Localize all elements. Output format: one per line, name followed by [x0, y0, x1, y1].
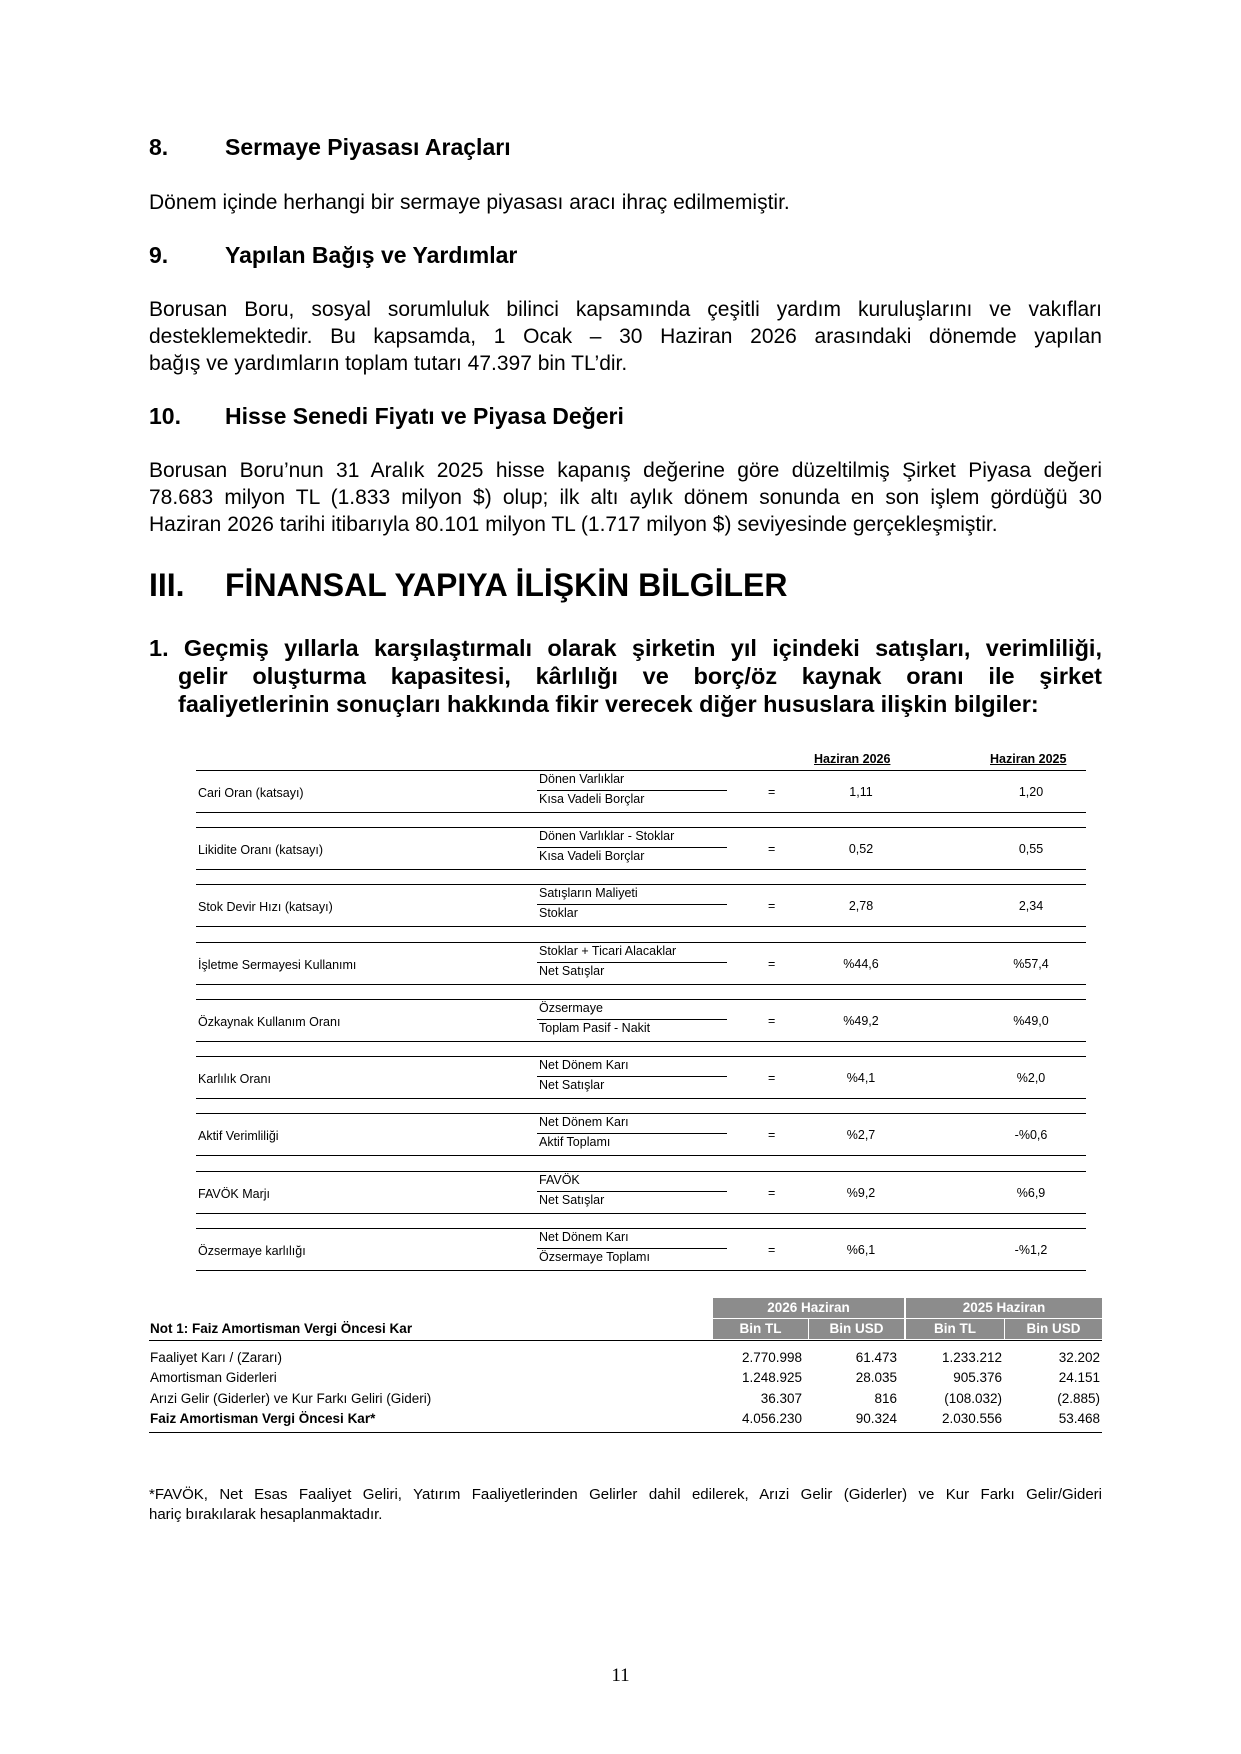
ratio-numerator: Özsermaye — [539, 1001, 603, 1015]
table-divider — [196, 999, 1086, 1000]
ratio-value-2025: %49,0 — [1013, 1014, 1049, 1028]
ratio-denominator: Aktif Toplamı — [539, 1135, 611, 1149]
section-9-heading — [149, 242, 517, 269]
sub-heading — [149, 634, 1102, 718]
ratio-name: İşletme Sermayesi Kullanımı — [198, 958, 357, 972]
ratio-name: FAVÖK Marjı — [198, 1187, 271, 1201]
table-divider — [196, 1056, 1086, 1057]
section-10-paragraph — [149, 457, 1102, 538]
table-total-row — [149, 1411, 1102, 1431]
ratio-name: Özkaynak Kullanım Oranı — [198, 1015, 341, 1029]
main-heading — [149, 567, 787, 604]
main-heading-number: III. — [149, 567, 185, 603]
ratio-value-2026: 2,78 — [848, 899, 874, 913]
ratio-value-2026: %49,2 — [843, 1014, 879, 1028]
table-divider — [196, 869, 1086, 870]
ratio-col-2025-header: Haziran 2025 — [990, 752, 1067, 766]
ratio-col-2026-header: Haziran 2026 — [814, 752, 891, 766]
ratio-row — [196, 1058, 1086, 1102]
ratio-row — [196, 829, 1086, 873]
ratio-value-2025: -%1,2 — [1014, 1243, 1048, 1257]
cell-usd-2025: (2.885) — [1057, 1391, 1100, 1406]
paragraph-line: Borusan Boru’nun 31 Aralık 2025 hisse kapanış değerine göre düzeltilmiş Şirket Piyasa değeri — [149, 459, 1102, 482]
equals-sign: = — [768, 842, 776, 856]
ratio-value-2026: %44,6 — [843, 957, 879, 971]
cell-tl-2026: 4.056.230 — [741, 1411, 802, 1426]
sub-heading-line: gelir oluşturma kapasitesi, kârlılığı ve borç/öz kaynak oranı ile şirket — [178, 663, 1102, 689]
ratio-name: Aktif Verimliliği — [198, 1129, 279, 1143]
ratio-denominator: Özsermaye Toplamı — [539, 1250, 650, 1264]
ratio-name: Likidite Oranı (katsayı) — [198, 843, 324, 857]
ratio-value-2025: %2,0 — [1016, 1071, 1046, 1085]
fraction-line — [537, 1191, 727, 1192]
row-label: Amortisman Giderleri — [150, 1370, 277, 1385]
paragraph-line: bağış ve yardımların toplam tutarı 47.397 bin TL’dir. — [149, 352, 628, 375]
cell-usd-2026: 816 — [874, 1391, 897, 1406]
fraction-line — [537, 847, 727, 848]
cell-tl-2025: (108.032) — [944, 1391, 1002, 1406]
cell-usd-2025: 24.151 — [1058, 1370, 1100, 1385]
footnote — [149, 1485, 1102, 1525]
ratio-denominator: Kısa Vadeli Borçlar — [539, 792, 645, 806]
row-label: Faiz Amortisman Vergi Öncesi Kar* — [150, 1411, 376, 1426]
ratio-denominator: Toplam Pasif - Nakit — [539, 1021, 651, 1035]
col-header-tl-2026: Bin TL — [713, 1319, 808, 1339]
cell-tl-2026: 36.307 — [760, 1391, 802, 1406]
section-8-title: Sermaye Piyasası Araçları — [225, 134, 511, 160]
table-divider — [196, 884, 1086, 885]
ratio-value-2025: %6,9 — [1016, 1186, 1046, 1200]
section-8-number: 8. — [149, 134, 169, 160]
ratio-numerator: Dönen Varlıklar — [539, 772, 625, 786]
cell-tl-2026: 2.770.998 — [741, 1350, 802, 1365]
ratio-row — [196, 886, 1086, 930]
ratio-name: Cari Oran (katsayı) — [198, 786, 304, 800]
paragraph-line: Haziran 2026 tarihi itibarıyla 80.101 milyon TL (1.717 milyon $) seviyesinde gerçekleşmiştir. — [149, 513, 998, 536]
fraction-line — [537, 1076, 727, 1077]
section-9-title: Yapılan Bağış ve Yardımlar — [225, 242, 518, 268]
ratio-numerator: Net Dönem Karı — [539, 1230, 629, 1244]
cell-usd-2025: 32.202 — [1058, 1350, 1100, 1365]
equals-sign: = — [768, 1186, 776, 1200]
ratio-denominator: Net Satışlar — [539, 1193, 605, 1207]
ratio-value-2025: 1,20 — [1018, 785, 1044, 799]
col-header-usd-2025: Bin USD — [1005, 1319, 1102, 1339]
footnote-line: *FAVÖK, Net Esas Faaliyet Geliri, Yatırım Faaliyetlerinden Gelirler dahil edilerek, Arızi Gelir (Giderler) ve Kur Farkı Gelir/Gideri — [149, 1486, 1102, 1503]
ratio-numerator: Dönen Varlıklar - Stoklar — [539, 829, 675, 843]
ratio-value-2026: %2,7 — [846, 1128, 876, 1142]
cell-tl-2026: 1.248.925 — [741, 1370, 802, 1385]
ratio-row — [196, 944, 1086, 988]
ratio-row — [196, 772, 1086, 816]
paragraph-line: Borusan Boru, sosyal sorumluluk bilinci kapsamında çeşitli yardım kuruluşlarını ve vakıfları — [149, 298, 1102, 321]
ratio-value-2026: 0,52 — [848, 842, 874, 856]
table-divider — [196, 1155, 1086, 1156]
ratio-value-2025: %57,4 — [1013, 957, 1049, 971]
ratio-numerator: Net Dönem Karı — [539, 1115, 629, 1129]
ratio-row — [196, 1230, 1086, 1274]
equals-sign: = — [768, 1071, 776, 1085]
table-divider — [196, 1213, 1086, 1214]
ratio-denominator: Net Satışlar — [539, 1078, 605, 1092]
section-9-number: 9. — [149, 242, 169, 268]
paragraph-line: Dönem içinde herhangi bir sermaye piyasası aracı ihraç edilmemiştir. — [149, 191, 790, 214]
table-divider — [196, 1171, 1086, 1172]
fraction-line — [537, 1019, 727, 1020]
group-header-2025: 2025 Haziran — [906, 1298, 1102, 1318]
row-label: Faaliyet Karı / (Zararı) — [150, 1350, 283, 1365]
table-row — [149, 1391, 1102, 1411]
equals-sign: = — [768, 899, 776, 913]
ratio-numerator: Satışların Maliyeti — [539, 886, 638, 900]
fraction-line — [537, 1248, 727, 1249]
cell-tl-2025: 1.233.212 — [941, 1350, 1002, 1365]
ratio-numerator: Net Dönem Karı — [539, 1058, 629, 1072]
ratio-value-2026: %4,1 — [846, 1071, 876, 1085]
cell-tl-2025: 905.376 — [953, 1370, 1002, 1385]
cell-usd-2026: 90.324 — [855, 1411, 897, 1426]
section-9-paragraph — [149, 296, 1102, 377]
section-10-title: Hisse Senedi Fiyatı ve Piyasa Değeri — [225, 403, 624, 429]
cell-usd-2026: 61.473 — [855, 1350, 897, 1365]
ratio-denominator: Kısa Vadeli Borçlar — [539, 849, 645, 863]
table-divider — [196, 1228, 1086, 1229]
fraction-line — [537, 1133, 727, 1134]
table-row — [149, 1350, 1102, 1370]
ratio-value-2026: %6,1 — [846, 1243, 876, 1257]
ratio-value-2025: -%0,6 — [1014, 1128, 1048, 1142]
col-header-tl-2025: Bin TL — [906, 1319, 1004, 1339]
table-divider — [196, 1113, 1086, 1114]
equals-sign: = — [768, 957, 776, 971]
ratio-denominator: Net Satışlar — [539, 964, 605, 978]
table-divider — [196, 1098, 1086, 1099]
table-divider — [149, 1340, 1102, 1341]
table-divider — [196, 770, 1086, 771]
table-divider — [196, 926, 1086, 927]
section-8-paragraph — [149, 189, 1102, 216]
ratio-numerator: FAVÖK — [539, 1173, 580, 1187]
ratio-row — [196, 1001, 1086, 1045]
row-label: Arızi Gelir (Giderler) ve Kur Farkı Geliri (Gideri) — [150, 1391, 432, 1406]
ratio-denominator: Stoklar — [539, 906, 578, 920]
col-header-usd-2026: Bin USD — [809, 1319, 904, 1339]
footnote-line: hariç bırakılarak hesaplanmaktadır. — [149, 1506, 383, 1523]
ratio-row — [196, 1173, 1086, 1217]
ratio-value-2025: 0,55 — [1018, 842, 1044, 856]
main-heading-title: FİNANSAL YAPIYA İLİŞKİN BİLGİLER — [225, 567, 788, 603]
fraction-line — [537, 904, 727, 905]
table-row — [149, 1370, 1102, 1390]
fraction-line — [537, 962, 727, 963]
group-header-2026: 2026 Haziran — [713, 1298, 904, 1318]
sub-heading-line: faaliyetlerinin sonuçları hakkında fikir verecek diğer hususlara ilişkin bilgiler: — [178, 691, 1039, 717]
paragraph-line: desteklemektedir. Bu kapsamda, 1 Ocak – 30 Haziran 2026 arasındaki dönemde yapılan — [149, 325, 1102, 348]
equals-sign: = — [768, 1128, 776, 1142]
section-8-heading — [149, 134, 511, 161]
page-number: 11 — [611, 1665, 630, 1686]
equals-sign: = — [768, 1014, 776, 1028]
table-divider — [196, 812, 1086, 813]
cell-tl-2025: 2.030.556 — [941, 1411, 1002, 1426]
ratio-name: Karlılık Oranı — [198, 1072, 271, 1086]
equals-sign: = — [768, 1243, 776, 1257]
table-divider — [196, 1270, 1086, 1271]
paragraph-line: 78.683 milyon TL (1.833 milyon $) olup; ilk altı aylık dönem sonunda en son işlem gördüğü 30 — [149, 486, 1102, 509]
table-divider — [196, 984, 1086, 985]
section-10-number: 10. — [149, 403, 181, 429]
table-divider — [196, 1041, 1086, 1042]
section-10-heading — [149, 403, 624, 430]
table-divider — [149, 1432, 1102, 1433]
fraction-line — [537, 790, 727, 791]
equals-sign: = — [768, 785, 776, 799]
ratio-numerator: Stoklar + Ticari Alacaklar — [539, 944, 677, 958]
ratio-value-2026: %9,2 — [846, 1186, 876, 1200]
ratio-name: Özsermaye karlılığı — [198, 1244, 306, 1258]
cell-usd-2026: 28.035 — [855, 1370, 897, 1385]
sub-heading-line: 1. Geçmiş yıllarla karşılaştırmalı olarak şirketin yıl içindeki satışları, verimliliği, — [149, 635, 1102, 661]
table-divider — [196, 827, 1086, 828]
ratio-row — [196, 1115, 1086, 1159]
cell-usd-2025: 53.468 — [1058, 1411, 1100, 1426]
ratio-name: Stok Devir Hızı (katsayı) — [198, 900, 333, 914]
favok-table-title: Not 1: Faiz Amortisman Vergi Öncesi Kar — [150, 1321, 413, 1336]
ratio-value-2025: 2,34 — [1018, 899, 1044, 913]
table-divider — [196, 942, 1086, 943]
ratio-value-2026: 1,11 — [849, 785, 873, 799]
